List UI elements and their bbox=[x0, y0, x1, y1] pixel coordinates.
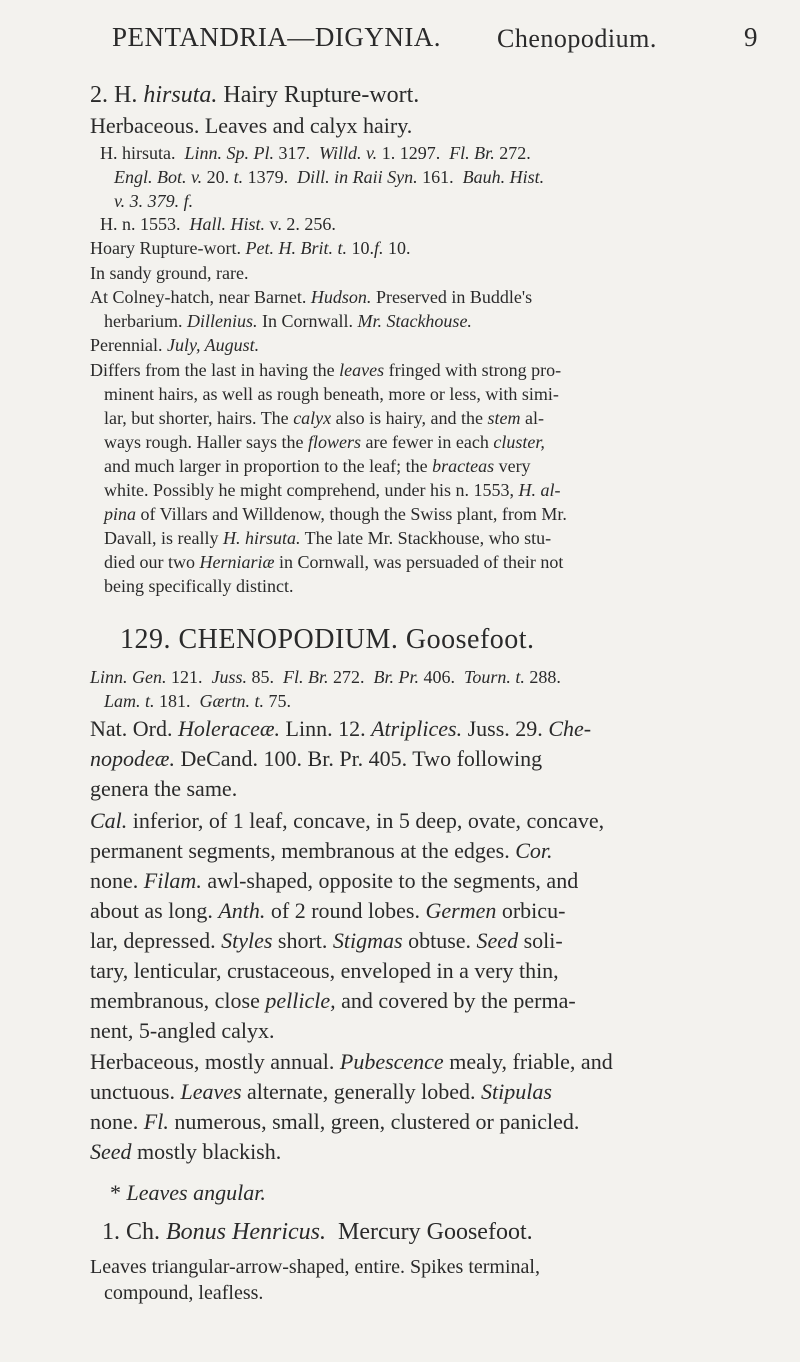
note-line: being specifically distinct. bbox=[104, 576, 294, 596]
note-line: pina of Villars and Willdenow, though the Swiss plant, from Mr. bbox=[104, 504, 567, 524]
locality-line: herbarium. Dillenius. In Cornwall. Mr. Stackhouse. bbox=[104, 311, 472, 331]
habit-line: none. Fl. numerous, small, green, clustered or panicled. bbox=[90, 1109, 580, 1134]
header-title: PENTANDRIA—DIGYNIA. bbox=[112, 22, 442, 52]
character-line: nent, 5-angled calyx. bbox=[90, 1018, 275, 1043]
duration-line: Perennial. July, August. bbox=[90, 335, 260, 355]
synonym-line: H. hirsuta. Linn. Sp. Pl. 317. Willd. v. 1. 1297. Fl. Br. 272. bbox=[100, 143, 531, 163]
synonym-line: Hoary Rupture-wort. Pet. H. Brit. t. 10.f. 10. bbox=[90, 238, 411, 258]
note-line: Differs from the last in having the leaves fringed with strong pro- bbox=[90, 360, 562, 380]
synonym-line: v. 3. 379. f. bbox=[114, 191, 194, 211]
natural-order-line: Nat. Ord. Holeraceæ. Linn. 12. Atriplices. Juss. 29. Che- bbox=[90, 716, 592, 741]
natural-order-line: genera the same. bbox=[90, 776, 238, 801]
habitat-line: In sandy ground, rare. bbox=[90, 263, 249, 283]
character-line: tary, lenticular, crustaceous, enveloped in a very thin, bbox=[90, 958, 559, 983]
synonym-line: Engl. Bot. v. 20. t. 1379. Dill. in Raii Syn. 161. Bauh. Hist. bbox=[114, 167, 545, 187]
character-line: lar, depressed. Styles short. Stigmas obtuse. Seed soli- bbox=[90, 928, 563, 953]
page-number: 9 bbox=[744, 22, 758, 52]
synonym-line: H. n. 1553. Hall. Hist. v. 2. 256. bbox=[100, 214, 336, 234]
habit-line: Herbaceous, mostly annual. Pubescence mealy, friable, and bbox=[90, 1049, 613, 1074]
locality-line: At Colney-hatch, near Barnet. Hudson. Preserved in Buddle's bbox=[90, 287, 533, 307]
note-line: died our two Herniariæ in Cornwall, was persuaded of their not bbox=[104, 552, 564, 572]
note-line: minent hairs, as well as rough beneath, more or less, with simi- bbox=[104, 384, 559, 404]
header-genus: Chenopodium. bbox=[497, 24, 657, 53]
species-heading: 2. H. hirsuta. Hairy Rupture-wort. bbox=[90, 82, 420, 108]
habit-line: Seed mostly blackish. bbox=[90, 1139, 282, 1164]
species-diagnosis: compound, leafless. bbox=[104, 1282, 264, 1304]
running-header bbox=[112, 22, 772, 58]
habit-line: unctuous. Leaves alternate, generally lobed. Stipulas bbox=[90, 1079, 552, 1104]
note-line: lar, but shorter, hairs. The calyx also is hairy, and the stem al- bbox=[104, 408, 544, 428]
genus-heading: 129. CHENOPODIUM. Goosefoot. bbox=[120, 624, 535, 655]
character-line: Cal. inferior, of 1 leaf, concave, in 5 deep, ovate, concave, bbox=[90, 808, 605, 833]
species-diagnosis: Herbaceous. Leaves and calyx hairy. bbox=[90, 113, 413, 138]
species-diagnosis: Leaves triangular-arrow-shaped, entire. Spikes terminal, bbox=[90, 1256, 540, 1278]
note-line: Davall, is really H. hirsuta. The late Mr. Stackhouse, who stu- bbox=[104, 528, 552, 548]
note-line: white. Possibly he might comprehend, under his n. 1553, H. al- bbox=[104, 480, 561, 500]
genus-reference-line: Linn. Gen. 121. Juss. 85. Fl. Br. 272. Br. Pr. 406. Tourn. t. 288. bbox=[90, 667, 561, 687]
genus-reference-line: Lam. t. 181. Gærtn. t. 75. bbox=[104, 691, 292, 711]
character-line: permanent segments, membranous at the edges. Cor. bbox=[90, 838, 553, 863]
character-line: none. Filam. awl-shaped, opposite to the segments, and bbox=[90, 868, 579, 893]
character-line: membranous, close pellicle, and covered by the perma- bbox=[90, 988, 576, 1013]
natural-order-line: nopodeæ. DeCand. 100. Br. Pr. 405. Two following bbox=[90, 746, 543, 771]
note-line: ways rough. Haller says the flowers are fewer in each cluster, bbox=[104, 432, 545, 452]
section-heading: * Leaves angular. bbox=[110, 1180, 266, 1205]
species-heading: 1. Ch. Bonus Henricus. Mercury Goosefoot. bbox=[102, 1219, 533, 1245]
note-line: and much larger in proportion to the leaf; the bracteas very bbox=[104, 456, 531, 476]
character-line: about as long. Anth. of 2 round lobes. Germen orbicu- bbox=[90, 898, 566, 923]
